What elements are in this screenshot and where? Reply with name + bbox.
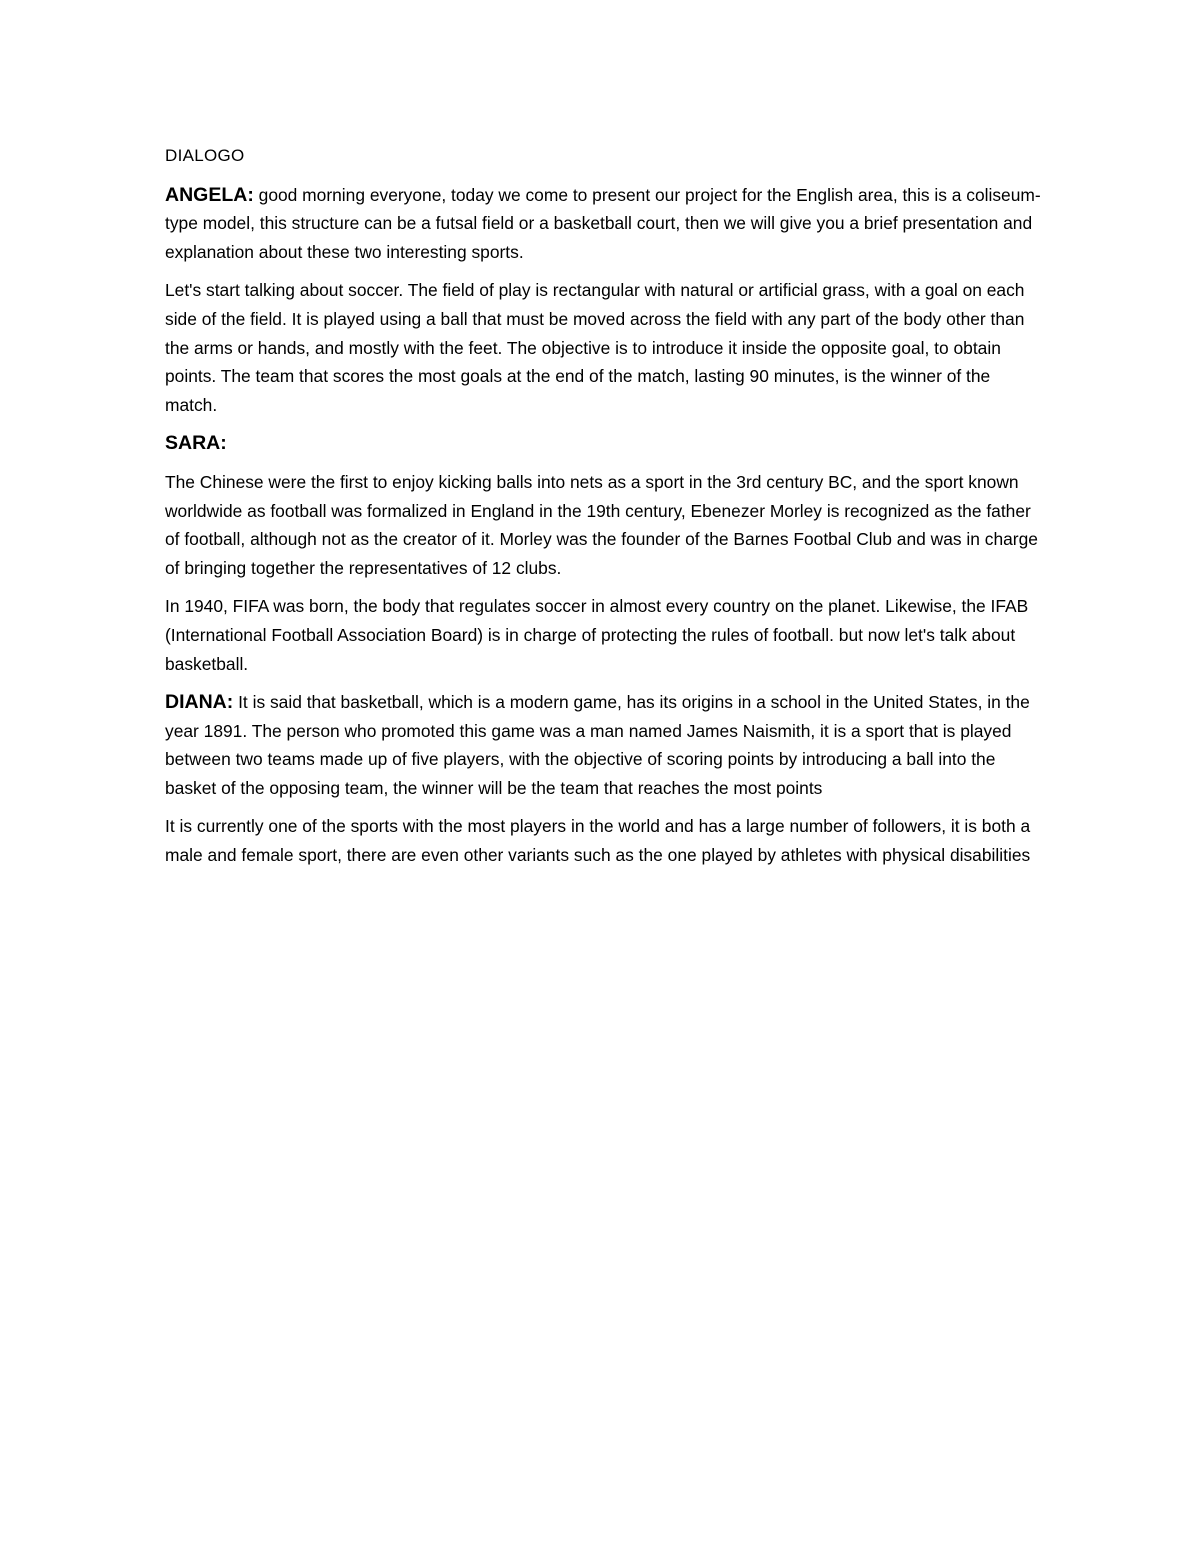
speaker-angela: ANGELA: xyxy=(165,183,254,206)
paragraph-diana xyxy=(165,688,1045,802)
paragraph-soccer: Let's start talking about soccer. The field of play is rectangular with natural or artificial grass, with a goal on each side of the field. It is played using a ball that must be moved across the field with any part of the body other than the arms or hands, and mostly with the feet. The objective is to introduce it inside the opposite goal, to obtain points. The team that scores the most goals at the end of the match, lasting 90 minutes, is the winner of the match. xyxy=(165,280,1025,415)
paragraph-text: It is said that basketball, which is a modern game, has its origins in a school in the United States, in the year 1891. The person who promoted this game was a man named James Naismith, it is a sport that is played between two teams made up of five players, with the objective of scoring points by introducing a ball into the basket of the opposing team, the winner will be the team that reaches the most points xyxy=(165,692,1030,798)
paragraph-fifa: In 1940, FIFA was born, the body that regulates soccer in almost every country on the planet. Likewise, the IFAB (International Football Association Board) is in charge of protecting the rules of football. but now let's talk about basketball. xyxy=(165,596,1029,674)
paragraph-history: The Chinese were the first to enjoy kicking balls into nets as a sport in the 3rd century BC, and the sport known worldwide as football was formalized in England in the 19th century, Ebenezer Morley is recognized as the father of football, although not as the creator of it. Morley was the founder of the Barnes Footbal Club and was in charge of bringing together the representatives of 12 clubs. xyxy=(165,471,1038,578)
paragraph-angela xyxy=(165,181,1045,267)
speaker-diana: DIANA: xyxy=(165,691,234,714)
paragraph-text: good morning everyone, today we come to present our project for the English area, this is a coliseum-type model, this structure can be a futsal field or a basketball court, then we will give you a brief presentation and explanation about these two interesting sports. xyxy=(165,184,1041,262)
paragraph-basketball-popularity: It is currently one of the sports with the most players in the world and has a large number of followers, it is both a male and female sport, there are even other variants such as the one played by athletes with physical disabilities xyxy=(165,816,1031,866)
speaker-sara: SARA: xyxy=(165,432,227,455)
document-body xyxy=(165,142,1045,880)
document-title: DIALOGO xyxy=(165,146,245,165)
speaker-heading-sara xyxy=(165,429,1045,458)
